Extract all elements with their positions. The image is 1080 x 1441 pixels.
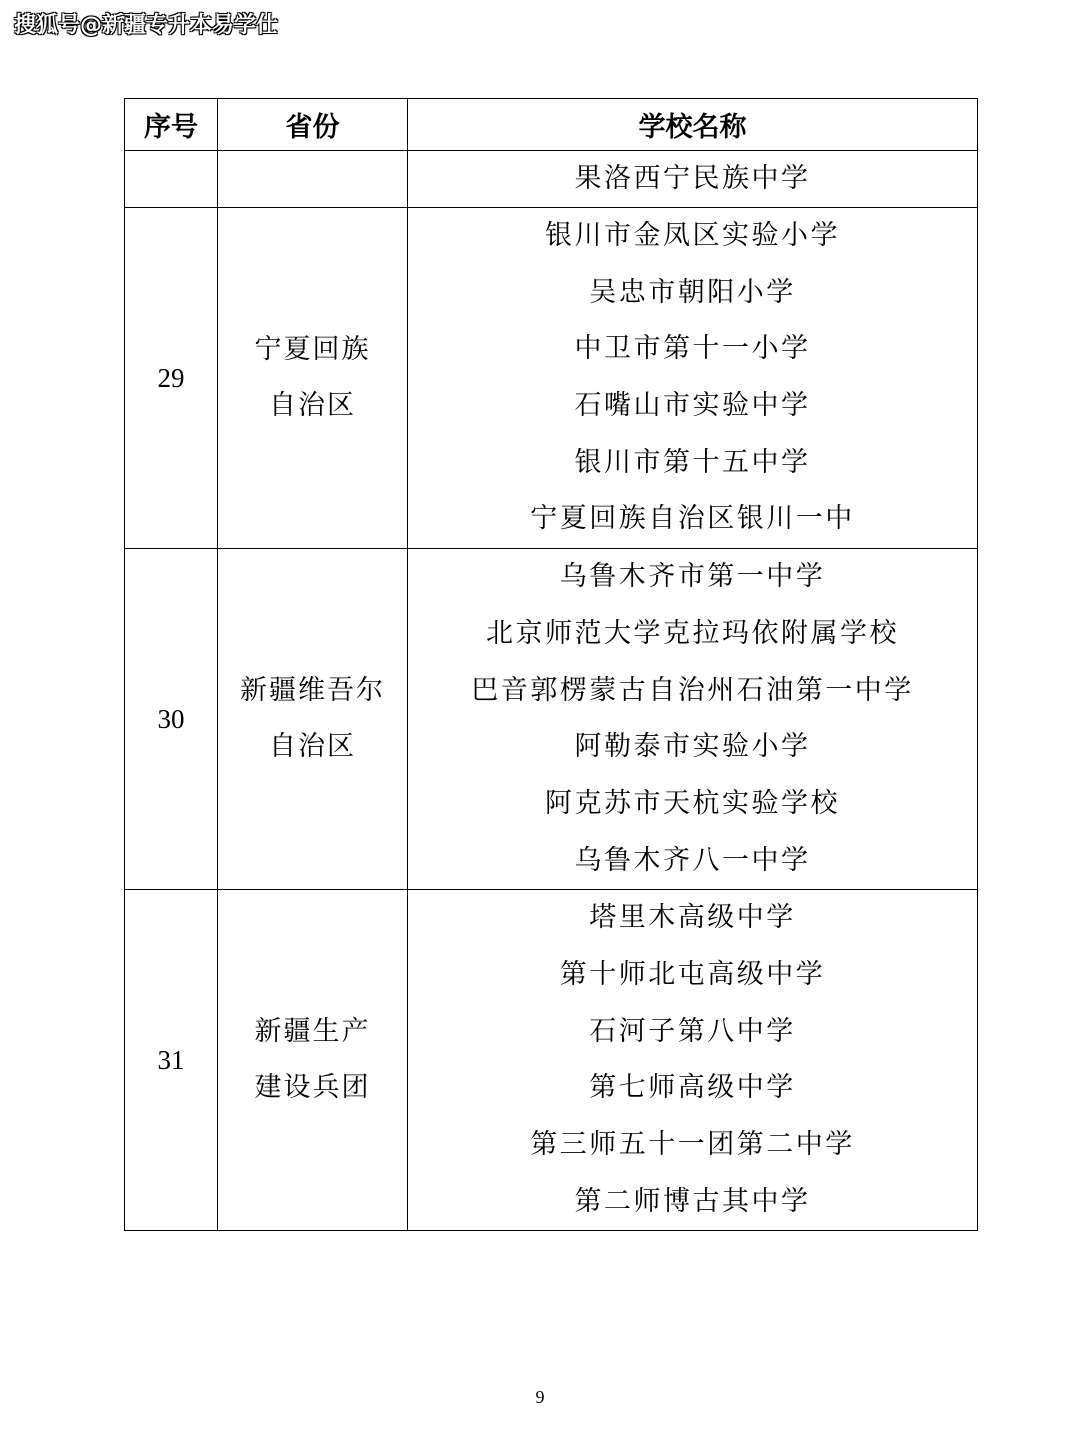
table-row	[125, 549, 978, 890]
school-name: 银川市第十五中学	[574, 446, 811, 478]
school-name: 石河子第八中学	[589, 1015, 796, 1047]
school-name: 第三师五十一团第二中学	[530, 1129, 855, 1160]
school-name: 第十师北屯高级中学	[559, 958, 826, 990]
row-province	[218, 890, 408, 1231]
row-schools	[408, 208, 978, 549]
table-row	[125, 890, 978, 1231]
school-name: 阿克苏市天杭实验学校	[545, 787, 840, 819]
table-row	[125, 151, 978, 208]
school-name: 第七师高级中学	[589, 1072, 796, 1104]
school-name: 塔里木高级中学	[589, 902, 796, 934]
province-line: 新疆维吾尔	[240, 675, 385, 707]
school-name: 第二师博古其中学	[574, 1185, 811, 1217]
province-line: 宁夏回族	[254, 334, 371, 366]
header-school: 学校名称	[408, 99, 978, 151]
row-province	[218, 208, 408, 549]
school-name: 宁夏回族自治区银川一中	[530, 503, 855, 535]
row-schools	[408, 549, 978, 890]
page-number: 9	[535, 1387, 545, 1407]
header-province: 省份	[218, 99, 408, 151]
watermark: 搜狐号@新疆专升本易学仕	[14, 13, 279, 38]
row-index: 31	[125, 890, 218, 1231]
school-name: 乌鲁木齐八一中学	[574, 844, 811, 876]
school-name: 果洛西宁民族中学	[574, 163, 811, 194]
row-index: 30	[125, 549, 218, 890]
row-schools	[408, 151, 978, 208]
row-province	[218, 151, 408, 208]
row-index: 29	[125, 208, 218, 549]
row-index	[125, 151, 218, 208]
school-name: 巴音郭楞蒙古自治州石油第一中学	[471, 674, 914, 706]
school-table	[124, 98, 978, 1231]
school-name: 中卫市第十一小学	[574, 333, 811, 365]
province-line: 新疆生产	[254, 1016, 371, 1048]
province-line: 自治区	[269, 390, 356, 422]
province-line: 自治区	[269, 731, 356, 763]
province-line: 建设兵团	[254, 1072, 371, 1104]
school-name: 银川市金凤区实验小学	[545, 220, 840, 251]
header-index: 序号	[125, 99, 218, 151]
row-schools	[408, 890, 978, 1231]
row-province	[218, 549, 408, 890]
school-name: 阿勒泰市实验小学	[574, 731, 811, 763]
school-name: 吴忠市朝阳小学	[589, 276, 796, 308]
table-header-row	[125, 99, 978, 151]
school-name: 乌鲁木齐市第一中学	[559, 561, 826, 593]
school-name: 北京师范大学克拉玛依附属学校	[486, 617, 899, 649]
school-name: 石嘴山市实验中学	[574, 390, 811, 422]
table-row	[125, 208, 978, 549]
